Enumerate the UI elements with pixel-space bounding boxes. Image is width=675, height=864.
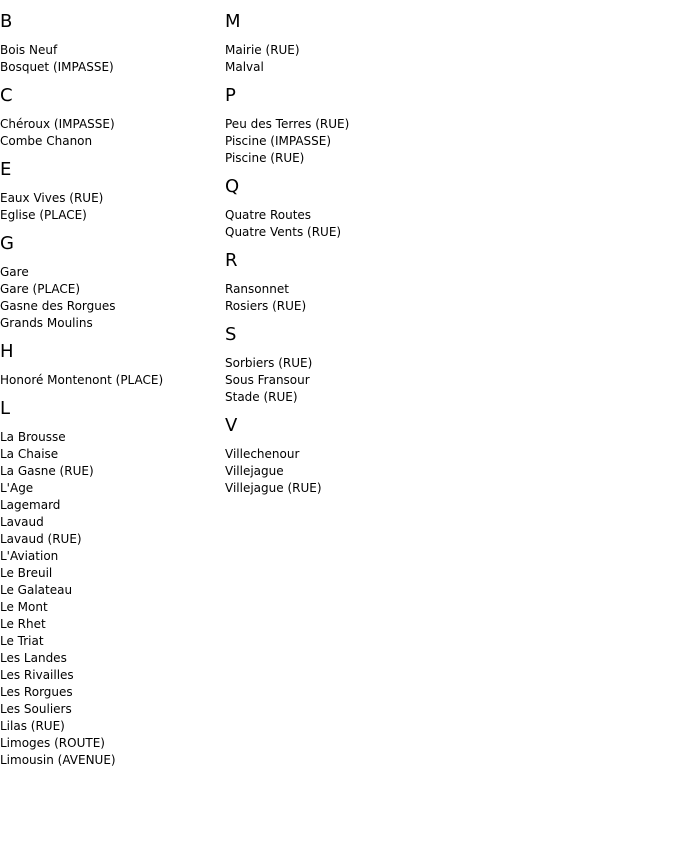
street-list [0,429,225,769]
street-item: Piscine (RUE) [225,151,305,165]
section-letter: E [0,159,12,180]
section-letter: M [225,11,241,32]
section-letter: P [225,85,236,106]
street-list [225,355,450,406]
section-v [225,416,450,497]
street-item: Combe Chanon [0,134,93,148]
street-list [0,372,225,389]
section-e [0,160,225,224]
section-p [225,86,450,167]
section-l [0,399,225,769]
street-item: Eaux Vives (RUE) [0,191,104,205]
street-item: Honoré Montenont (PLACE) [0,373,164,387]
street-item: Stade (RUE) [225,390,298,404]
section-letter: B [0,11,13,32]
street-item: Villejague [225,464,284,478]
street-item: La Chaise [0,447,59,461]
section-letter: Q [225,176,240,197]
street-item: Les Landes [0,651,67,665]
street-item: Lagemard [0,498,61,512]
street-item: Le Mont [0,600,48,614]
street-item: Grands Moulins [0,316,93,330]
section-c [0,86,225,150]
street-list [225,207,450,241]
street-item: Lavaud (RUE) [0,532,82,546]
street-item: L'Aviation [0,549,59,563]
street-item: Chéroux (IMPASSE) [0,117,115,131]
street-item: Gare (PLACE) [0,282,81,296]
street-item: Limoges (ROUTE) [0,736,105,750]
street-item: Limousin (AVENUE) [0,753,116,767]
section-g [0,234,225,332]
street-item: Les Souliers [0,702,72,716]
street-item: Mairie (RUE) [225,43,300,57]
section-letter: G [0,233,14,254]
street-item: Lavaud [0,515,44,529]
street-item: Gare [0,265,29,279]
street-item: Quatre Routes [225,208,312,222]
street-item: Sous Fransour [225,373,310,387]
street-item: La Brousse [0,430,66,444]
street-item: Le Rhet [0,617,46,631]
street-list [225,116,450,167]
section-letter: H [0,341,14,362]
street-item: Le Breuil [0,566,53,580]
street-item: Villechenour [225,447,300,461]
section-q [225,177,450,241]
street-item: Les Rivailles [0,668,74,682]
street-item: Piscine (IMPASSE) [225,134,332,148]
street-item: Le Triat [0,634,44,648]
street-item: Bosquet (IMPASSE) [0,60,114,74]
street-item: Ransonnet [225,282,289,296]
street-item: Le Galateau [0,583,73,597]
street-list [0,42,225,76]
street-item: Gasne des Rorgues [0,299,116,313]
street-list [225,42,450,76]
street-item: Les Rorgues [0,685,73,699]
street-list [225,446,450,497]
section-r [225,251,450,315]
street-item: Malval [225,60,264,74]
section-letter: S [225,324,237,345]
street-item: Eglise (PLACE) [0,208,87,222]
street-index-column-right [225,0,450,497]
street-item: Villejague (RUE) [225,481,322,495]
street-list [0,190,225,224]
street-index-column-left [0,0,225,769]
section-letter: L [0,398,11,419]
section-letter: V [225,415,238,436]
street-item: Lilas (RUE) [0,719,65,733]
street-list [0,264,225,332]
section-h [0,342,225,389]
section-m [225,12,450,76]
section-letter: R [225,250,238,271]
street-item: L'Age [0,481,34,495]
section-b [0,12,225,76]
section-s [225,325,450,406]
street-item: La Gasne (RUE) [0,464,94,478]
street-item: Peu des Terres (RUE) [225,117,350,131]
street-item: Quatre Vents (RUE) [225,225,342,239]
street-list [225,281,450,315]
street-item: Bois Neuf [0,43,58,57]
street-item: Sorbiers (RUE) [225,356,313,370]
street-list [0,116,225,150]
street-item: Rosiers (RUE) [225,299,307,313]
section-letter: C [0,85,13,106]
